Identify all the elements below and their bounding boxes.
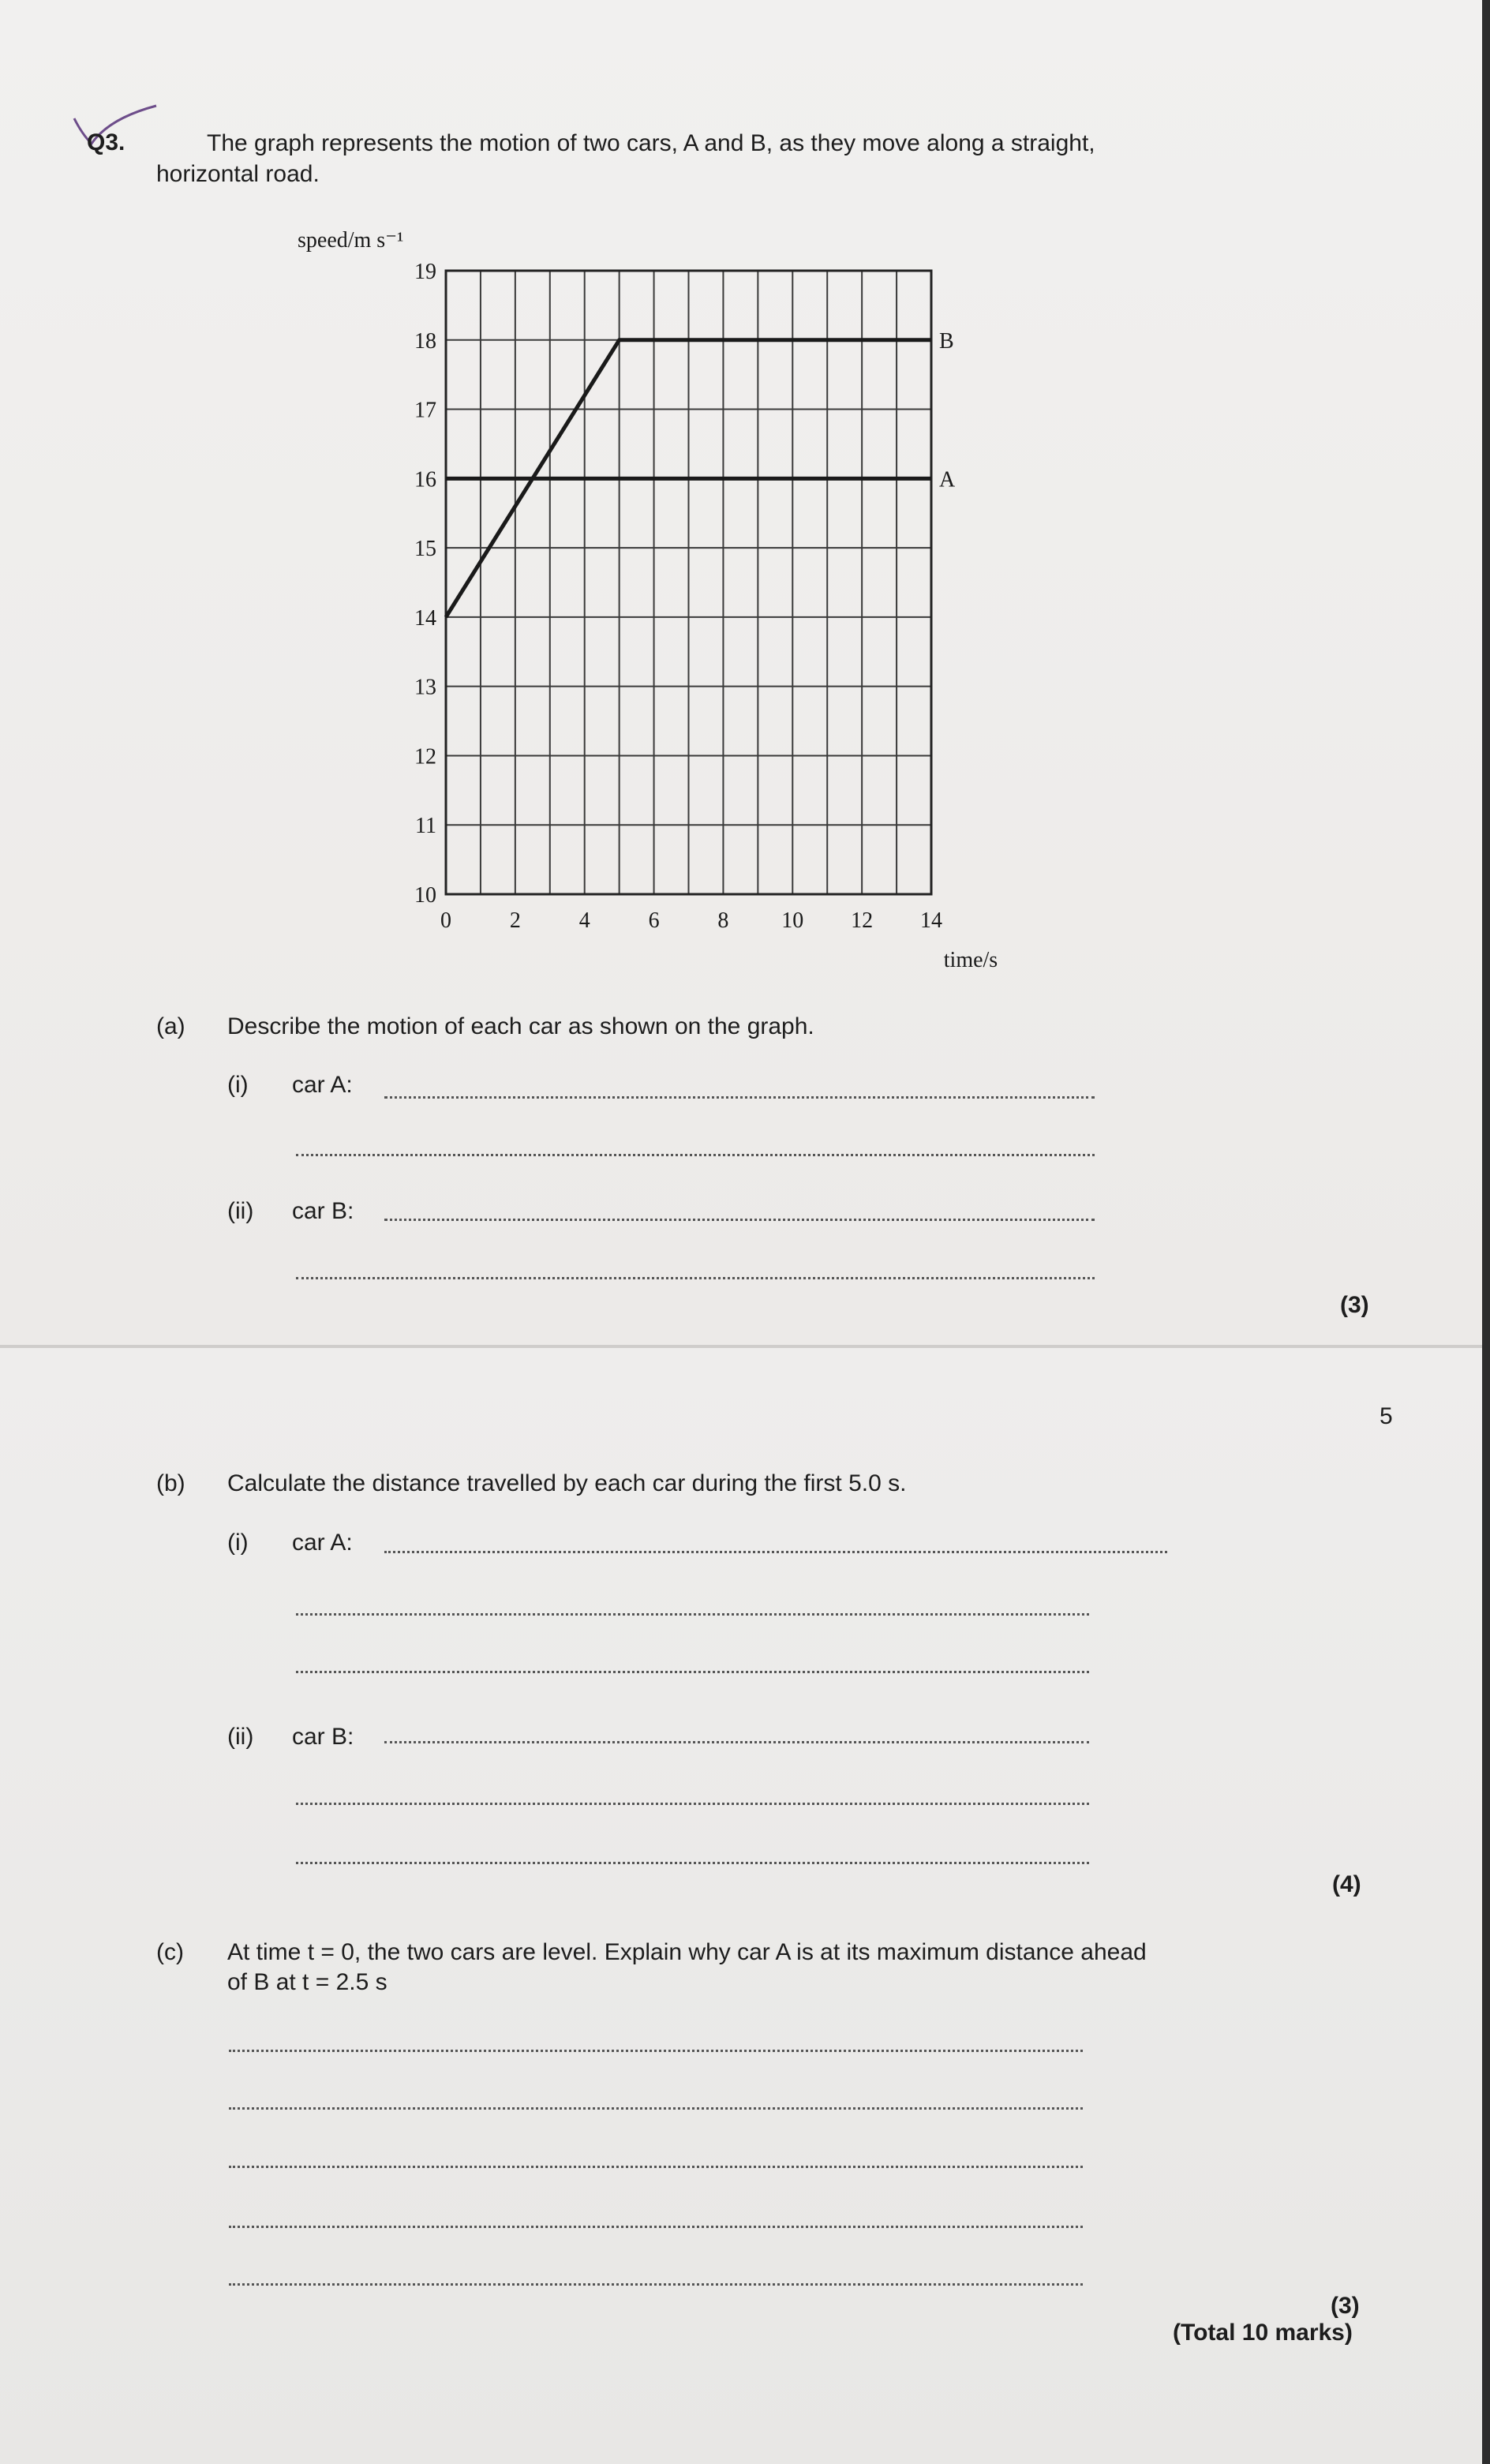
series-label-A: A — [939, 467, 956, 492]
x-tick-label: 10 — [781, 908, 804, 933]
answer-line[interactable] — [384, 1219, 1095, 1221]
x-axis-label: time/s — [943, 948, 998, 972]
part-a-i-label: (i) — [227, 1072, 249, 1098]
answer-line[interactable] — [296, 1613, 1089, 1616]
part-c-label: (c) — [156, 1939, 184, 1965]
answer-line[interactable] — [384, 1551, 1167, 1553]
answer-line[interactable] — [296, 1862, 1089, 1864]
part-a-question: Describe the motion of each car as shown on the graph. — [227, 1013, 814, 1039]
answer-line[interactable] — [229, 2226, 1083, 2228]
part-b-label: (b) — [156, 1470, 185, 1496]
page-number: 5 — [1380, 1403, 1393, 1429]
answer-line[interactable] — [384, 1741, 1089, 1743]
page-lower — [0, 1348, 1490, 2464]
part-a-label: (a) — [156, 1013, 185, 1039]
answer-line[interactable] — [229, 2050, 1083, 2052]
x-tick-label: 6 — [648, 908, 660, 933]
y-tick-label: 16 — [414, 467, 436, 492]
answer-line[interactable] — [296, 1277, 1095, 1279]
x-tick-label: 8 — [717, 908, 729, 933]
series-label-B: B — [939, 328, 954, 354]
question-number: Q3. — [87, 129, 125, 155]
total-marks: (Total 10 marks) — [1173, 2320, 1353, 2346]
answer-line[interactable] — [229, 2283, 1083, 2286]
part-b-i-text: car A: — [292, 1530, 353, 1556]
x-tick-label: 14 — [920, 908, 942, 933]
part-b-i-label: (i) — [227, 1530, 249, 1556]
question-intro-line2: horizontal road. — [156, 161, 320, 187]
page-fold — [0, 1345, 1490, 1348]
answer-line[interactable] — [296, 1671, 1089, 1673]
part-a-ii-text: car B: — [292, 1198, 354, 1224]
part-a-marks: (3) — [1340, 1292, 1369, 1318]
y-axis-label: speed/m s⁻¹ — [298, 228, 404, 253]
y-tick-label: 11 — [415, 814, 436, 839]
speed-time-graph — [0, 0, 1490, 994]
question-intro-line1: The graph represents the motion of two cars, A and B, as they move along a straight, — [207, 130, 1095, 156]
part-b-question: Calculate the distance travelled by each car during the first 5.0 s. — [227, 1470, 907, 1496]
part-b-ii-label: (ii) — [227, 1724, 254, 1750]
y-tick-label: 18 — [414, 328, 436, 354]
part-a-i-text: car A: — [292, 1072, 353, 1098]
y-tick-label: 15 — [414, 537, 436, 562]
answer-line[interactable] — [296, 1154, 1095, 1156]
answer-line[interactable] — [296, 1803, 1089, 1805]
x-tick-label: 12 — [851, 908, 874, 933]
part-c-question-line2: of B at t = 2.5 s — [227, 1969, 387, 1995]
part-c-marks: (3) — [1331, 2293, 1360, 2319]
part-b-marks: (4) — [1332, 1871, 1361, 1897]
answer-line[interactable] — [229, 2166, 1083, 2168]
answer-line[interactable] — [384, 1096, 1095, 1099]
part-c-question-line1: At time t = 0, the two cars are level. Explain why car A is at its maximum distance ahead — [227, 1939, 1147, 1965]
y-tick-label: 10 — [414, 883, 436, 908]
y-tick-label: 19 — [414, 260, 436, 284]
part-a-ii-label: (ii) — [227, 1198, 254, 1224]
x-tick-label: 2 — [509, 908, 521, 933]
y-tick-label: 17 — [414, 398, 436, 423]
x-tick-label: 0 — [440, 908, 451, 933]
answer-line[interactable] — [229, 2107, 1083, 2110]
y-tick-label: 12 — [414, 744, 436, 770]
x-tick-label: 4 — [578, 908, 590, 933]
y-tick-label: 13 — [414, 675, 436, 700]
y-tick-label: 14 — [414, 605, 436, 631]
part-b-ii-text: car B: — [292, 1724, 354, 1750]
